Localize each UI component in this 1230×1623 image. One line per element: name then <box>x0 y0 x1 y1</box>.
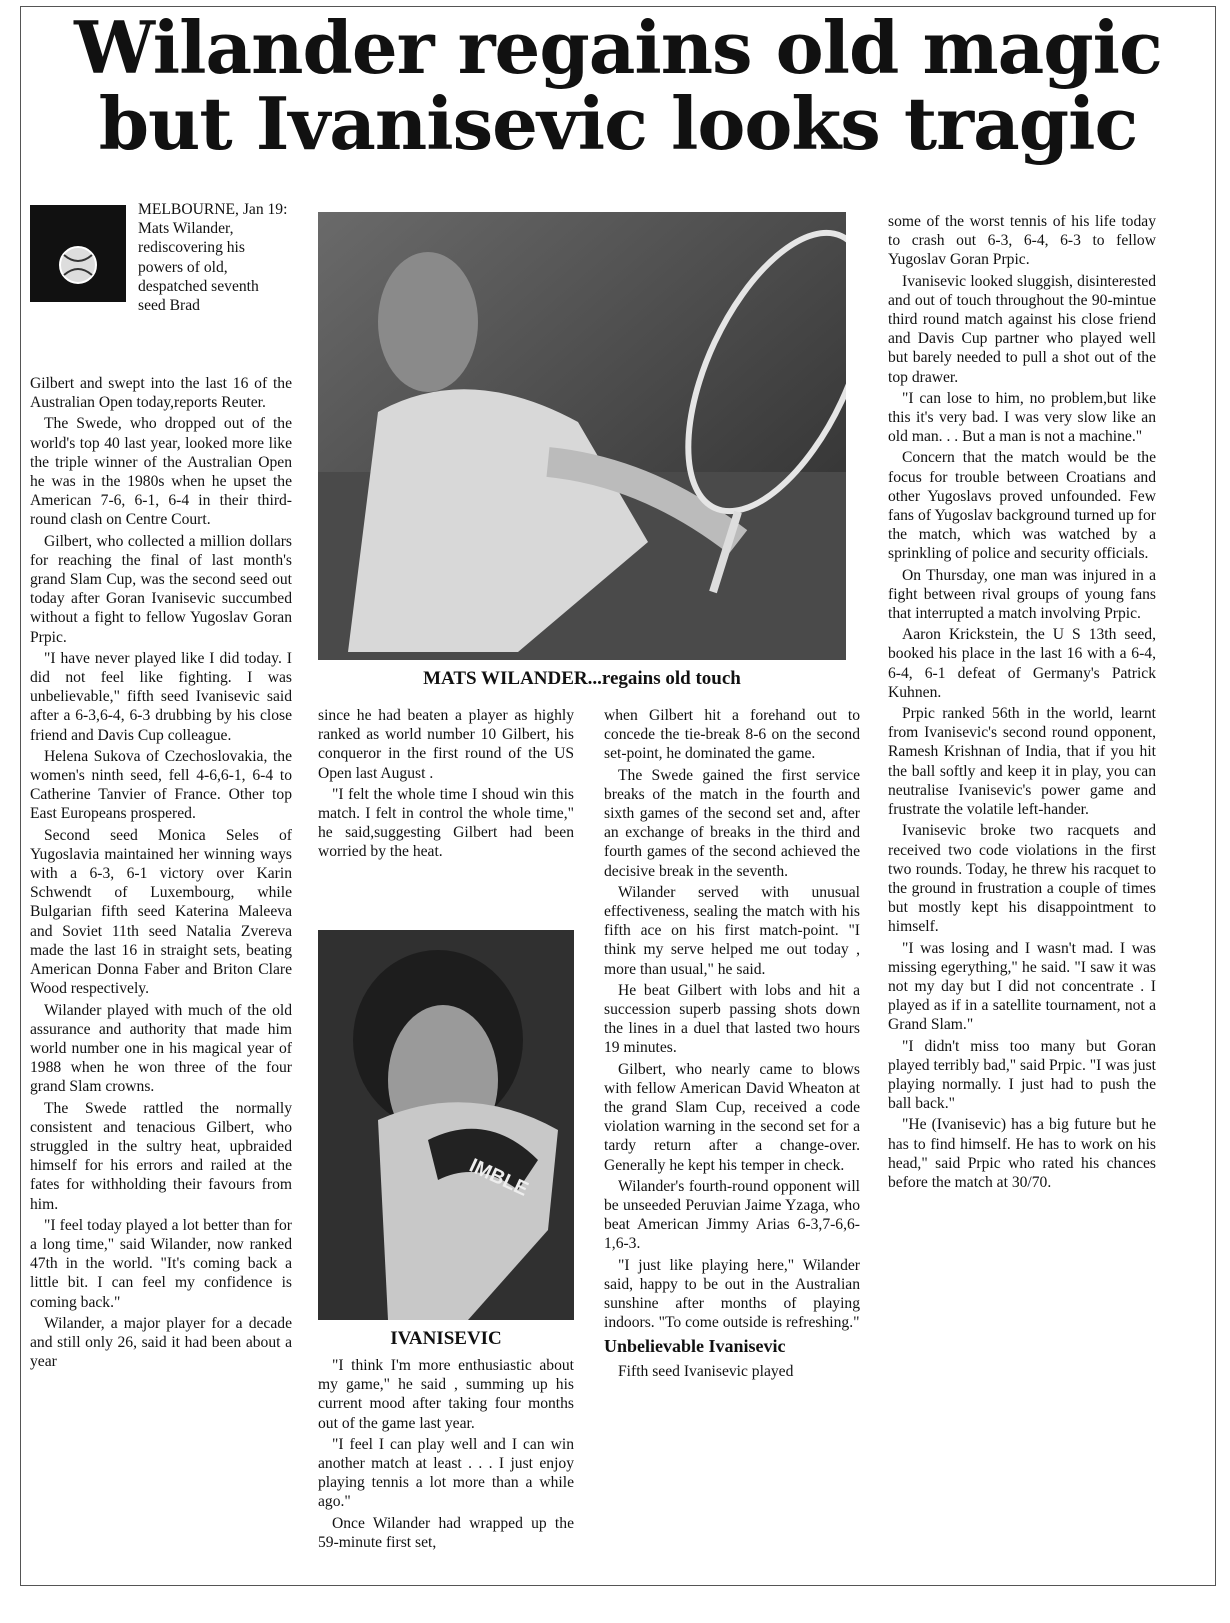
paragraph: "I feel I can play well and I can win another match at least . . . I just enjoy playing tennis a lot more than a while ago." <box>318 1435 574 1511</box>
paragraph: when Gilbert hit a forehand out to concede the tie-break 8-6 on the second set-point, he dominated the game. <box>604 707 860 763</box>
paragraph: "He (Ivanisevic) has a big future but he has to find himself. He has to work on his head," said Prpic who rated his chances before the match at 30/70. <box>888 1116 1156 1191</box>
paragraph: "I feel today played a lot better than for a long time," said Wilander, now ranked 47th in the world. "It's coming back a little bit. I can feel my confidence is coming back." <box>30 1216 292 1311</box>
dateline-block <box>30 200 292 372</box>
paragraph: Wilander played with much of the old assurance and authority that made him world number one in his magical year of 1988 when he won three of the four grand Slam crowns. <box>30 1001 292 1096</box>
headline <box>28 5 1208 166</box>
ivanisevic-photo <box>318 930 574 1320</box>
paragraph: "I can lose to him, no problem,but like this it's very bad. I was very slow like an old man. . . But a man is not a machine." <box>888 389 1156 446</box>
column-2-bottom <box>318 1356 574 1554</box>
wilander-photo <box>318 212 846 660</box>
subhead: Unbelievable Ivanisevic <box>604 1335 786 1356</box>
paragraph: Gilbert, who nearly came to blows with fellow American David Wheaton at the grand Slam Cup, received a code violation warning in the second set for a tardy return after a change-over. Generally he kept his temper in check. <box>604 1060 860 1174</box>
paragraph: The Swede rattled the normally consistent and tenacious Gilbert, who struggled in the sultry heat, upbraided himself for his errors and railed at the fates for withholding their favours from him. <box>30 1099 292 1213</box>
tennis-ball-logo <box>30 205 126 302</box>
headline-line-1: Wilander regains old magic <box>74 5 1162 90</box>
paragraph: The Swede gained the first service breaks of the match in the fourth and sixth games of the second set and, after an exchange of breaks in the third and fourth games of the second achieved the decisive break in the seventh. <box>604 766 860 880</box>
paragraph: since he had beaten a player as highly ranked as world number 10 Gilbert, his conqueror in the first round of the US Open last August . <box>318 707 574 782</box>
paragraph: Aaron Krickstein, the U S 13th seed, booked his place in the last 16 with a 6-4, 6-4, 6-1 defeat of Germany's Patrick Kuhnen. <box>888 626 1156 701</box>
paragraph: Once Wilander had wrapped up the 59-minute first set, <box>318 1514 574 1551</box>
paragraph: Helena Sukova of Czechoslovakia, the women's ninth seed, fell 4-6,6-1, 6-4 to Catherine Tanvier of France. Other top East Europeans prospered. <box>30 747 292 823</box>
wilander-photo-caption: MATS WILANDER...regains old touch <box>423 668 741 689</box>
paragraph: Second seed Monica Seles of Yugoslavia maintained her winning ways with a 6-3, 6-1 victory over Karin Schwendt of Luxembourg, while Bulgarian fifth seed Katerina Maleeva and Soviet 11th seed Natalia Zvereva made the last 16 in straight sets, beating American Donna Faber and Briton Clare Wood respectively. <box>30 826 292 998</box>
headline-line-2: but Ivanisevic looks tragic <box>98 81 1138 166</box>
paragraph: Concern that the match would be the focus for trouble between Croatians and other Yugoslavs proved unfounded. Few fans of Yugoslav background turned up for the match, which was watched by a sprinkling of police and security officials. <box>888 449 1156 563</box>
paragraph: He beat Gilbert with lobs and hit a succession superb passing shots down the lines in a duel that lasted two hours 19 minutes. <box>604 981 860 1057</box>
paragraph: Wilander, a major player for a decade and still only 26, said it had been about a year <box>30 1314 292 1371</box>
column-4 <box>888 212 1156 1194</box>
paragraph: some of the worst tennis of his life today to crash out 6-3, 6-4, 6-3 to fellow Yugoslav Goran Prpic. <box>888 213 1156 269</box>
paragraph: "I just like playing here," Wilander said, happy to be out in the Australian sunshine after months of playing indoors. "To come outside is refreshing." <box>604 1256 860 1332</box>
paragraph: The Swede, who dropped out of the world's top 40 last year, looked more like the triple winner of the Australian Open he was in the 1980s when he upset the American 7-6, 6-1, 6-4 in their third- round clash on Centre Court. <box>30 415 292 529</box>
paragraph: Wilander's fourth-round opponent will be unseeded Peruvian Jaime Yzaga, who beat American Jimmy Arias 6-3,7-6,6-1,6-3. <box>604 1177 860 1253</box>
paragraph: Wilander served with unusual effectiveness, sealing the match with his fifth ace on his first match-point. "I think my serve helped me out today , more than usual," he said. <box>604 883 860 978</box>
ivanisevic-photo-caption: IVANISEVIC <box>390 1328 502 1349</box>
paragraph: Prpic ranked 56th in the world, learnt from Ivanisevic's second round opponent, Ramesh Krishnan of India, that if you hit the ball softly and keep it in play, you can neutralise Ivanisevic's power game and frustrate the volatile left-hander. <box>888 705 1156 819</box>
column-2-top <box>318 706 574 864</box>
column-1 <box>30 374 292 1373</box>
paragraph: "I didn't miss too many but Goran played terribly bad," said Prpic. "I was just playing normally. I just had to push the ball back." <box>888 1037 1156 1113</box>
paragraph: Ivanisevic broke two racquets and received two code violations in the first two rounds. Today, he threw his racquet to the ground in frustration a couple of times but mostly kept his disappointment to himself. <box>888 822 1156 936</box>
paragraph: On Thursday, one man was injured in a fight between rival groups of young fans that interrupted a match involving Prpic. <box>888 566 1156 623</box>
paragraph: Gilbert and swept into the last 16 of the Australian Open today,reports Reuter. <box>30 375 292 412</box>
column-3 <box>604 706 860 1383</box>
paragraph: "I have never played like I did today. I did not feel like fighting. I was unbelievable," fifth seed Ivanisevic said after a 6-3,6-4, 6-3 drubbing by his close friend and Davis Cup colleague. <box>30 649 292 744</box>
paragraph: "I think I'm more enthusiastic about my game," he said , summing up his current mood after taking four months out of the game last year. <box>318 1357 574 1432</box>
paragraph: "I was losing and I wasn't mad. I was missing egerything," he said. "I saw it was not my day but I did not concentrate . I played as if in a satellite tournament, not a Grand Slam." <box>888 939 1156 1034</box>
paragraph: Gilbert, who collected a million dollars for reaching the final of last month's grand Slam Cup, was the second seed out today after Goran Ivanisevic succumbed without a fight to fellow Yugoslav Goran Prpic. <box>30 532 292 646</box>
paragraph: "I felt the whole time I shoud win this match. I felt in control the whole time," he said,suggesting Gilbert had been worried by the heat. <box>318 785 574 861</box>
svg-text:IMBLE: IMBLE <box>465 1154 532 1201</box>
paragraph: Ivanisevic looked sluggish, disinterested and out of touch throughout the 90-mintue third round match against his close friend and Davis Cup partner who played well but barely needed to pull a shot out of the top drawer. <box>888 272 1156 386</box>
dateline: MELBOURNE, Jan 19: Mats Wilander, rediscovering his powers of old, despatched seventh seed Brad <box>138 201 288 315</box>
paragraph: Fifth seed Ivanisevic played <box>618 1362 794 1380</box>
